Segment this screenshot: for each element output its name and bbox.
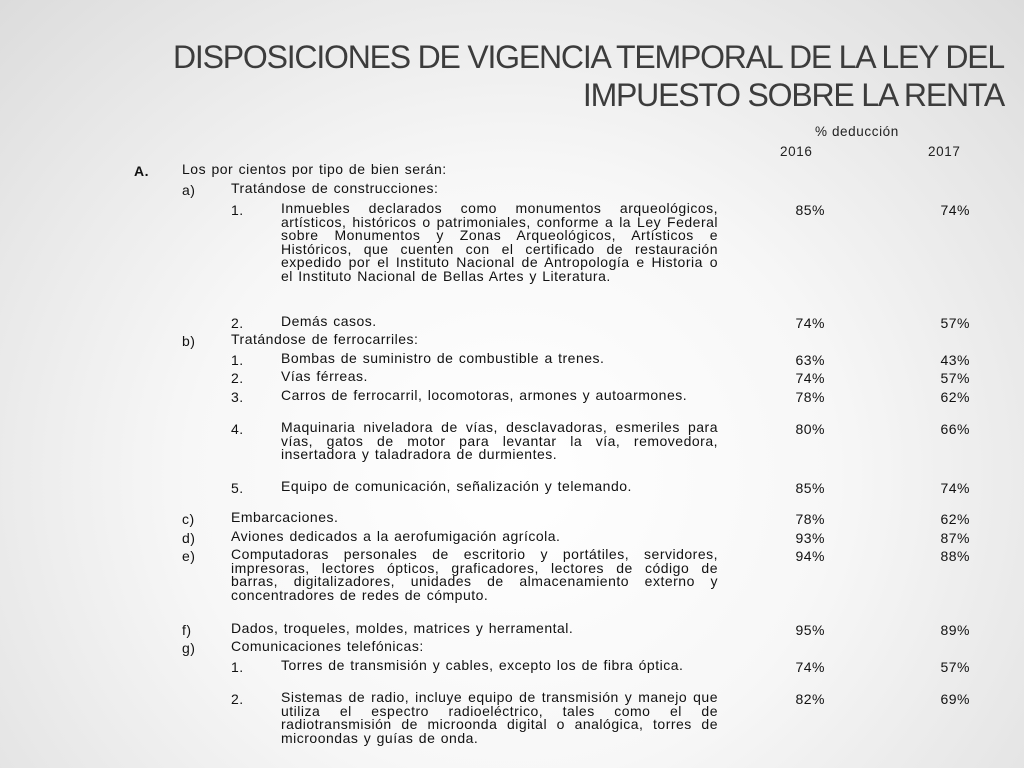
item-a-label: a) — [182, 182, 196, 198]
item-f-text: Dados, troqueles, moldes, matrices y herramental. — [231, 620, 574, 636]
item-b5-2016: 85% — [795, 480, 825, 496]
item-g1-text: Torres de transmisión y cables, excepto los de fibra óptica. — [281, 657, 684, 673]
item-b-text: Tratándose de ferrocarriles: — [231, 331, 419, 347]
item-g-text: Comunicaciones telefónicas: — [231, 638, 424, 654]
item-g1-2017: 57% — [940, 659, 970, 675]
item-d-text: Aviones dedicados a la aerofumigación agrícola. — [231, 528, 561, 544]
section-a-label: A. — [134, 163, 149, 179]
item-b1-num: 1. — [231, 352, 244, 368]
item-e-label: e) — [182, 548, 196, 564]
item-b4-2017: 66% — [940, 421, 970, 437]
item-f-2016: 95% — [795, 622, 825, 638]
item-a1-2016: 85% — [795, 202, 825, 218]
item-b2-2017: 57% — [940, 370, 970, 386]
item-e-2016: 94% — [795, 548, 825, 564]
item-a-text: Tratándose de construcciones: — [231, 180, 439, 196]
item-e-2017: 88% — [940, 548, 970, 564]
item-b3-2016: 78% — [795, 389, 825, 405]
item-a1-text: Inmuebles declarados como monumentos arqueológicos, artísticos, históricos o patrimoniales, conforme a la Ley Federal sobre Monumentos y Zonas Arqueológicos, Artísticos e Históricos, que cuenten con el certificado de restauración expedido por el Instituto Nacional de Antropología e Historia o el Instituto Nacional de Bellas Artes y Literatura. — [281, 200, 718, 284]
slide-title-line-1: DISPOSICIONES DE VIGENCIA TEMPORAL DE LA LEY DEL — [173, 39, 1004, 75]
item-g-label: g) — [182, 640, 196, 656]
item-b4-text: Maquinaria niveladora de vías, desclavadoras, esmeriles para vías, gatos de motor para levantar la vía, removedora, insertadora y taladradora de durmientes. — [281, 419, 718, 462]
item-b5-2017: 74% — [940, 480, 970, 496]
item-b2-num: 2. — [231, 370, 244, 386]
item-f-2017: 89% — [940, 622, 970, 638]
item-g2-2017: 69% — [940, 691, 970, 707]
header-year-2016: 2016 — [780, 144, 813, 159]
item-b4-2016: 80% — [795, 421, 825, 437]
item-g2-2016: 82% — [795, 691, 825, 707]
item-a2-text: Demás casos. — [281, 313, 377, 329]
item-a1-num: 1. — [231, 202, 244, 218]
item-e-text: Computadoras personales de escritorio y portátiles, servidores, impresoras, lectores ópticos, graficadores, lectores de código de barras, digitalizadores, unidades de almacenamiento externo y concentradores de redes de cómputo. — [231, 546, 718, 603]
item-g2-text: Sistemas de radio, incluye equipo de transmisión y manejo que utiliza el espectro radioeléctrico, tales como el de radiotransmisión de microonda digital o analógica, torres de microondas y guías de onda. — [281, 689, 718, 746]
item-b5-num: 5. — [231, 480, 244, 496]
item-d-label: d) — [182, 530, 196, 546]
item-a2-num: 2. — [231, 315, 244, 331]
item-g1-num: 1. — [231, 659, 244, 675]
item-g1-2016: 74% — [795, 659, 825, 675]
item-d-2016: 93% — [795, 530, 825, 546]
item-b3-text: Carros de ferrocarril, locomotoras, armones y autoarmones. — [281, 387, 688, 403]
item-b-label: b) — [182, 333, 196, 349]
item-g2-num: 2. — [231, 691, 244, 707]
section-a-text: Los por cientos por tipo de bien serán: — [182, 161, 447, 177]
item-c-2017: 62% — [940, 511, 970, 527]
item-c-text: Embarcaciones. — [231, 509, 339, 525]
item-f-label: f) — [182, 622, 192, 638]
header-deduction-label: % deducción — [815, 124, 899, 139]
item-a1-2017: 74% — [940, 202, 970, 218]
item-a2-2017: 57% — [940, 315, 970, 331]
item-d-2017: 87% — [940, 530, 970, 546]
item-b1-2016: 63% — [795, 352, 825, 368]
header-year-2017: 2017 — [928, 144, 961, 159]
item-a2-2016: 74% — [795, 315, 825, 331]
item-b1-2017: 43% — [940, 352, 970, 368]
item-b2-text: Vías férreas. — [281, 368, 368, 384]
item-b3-num: 3. — [231, 389, 244, 405]
item-c-2016: 78% — [795, 511, 825, 527]
item-b1-text: Bombas de suministro de combustible a trenes. — [281, 350, 605, 366]
slide-title-line-2: IMPUESTO SOBRE LA RENTA — [582, 77, 1004, 113]
item-b2-2016: 74% — [795, 370, 825, 386]
item-c-label: c) — [182, 511, 195, 527]
item-b5-text: Equipo de comunicación, señalización y telemando. — [281, 478, 632, 494]
item-b4-num: 4. — [231, 421, 244, 437]
item-b3-2017: 62% — [940, 389, 970, 405]
